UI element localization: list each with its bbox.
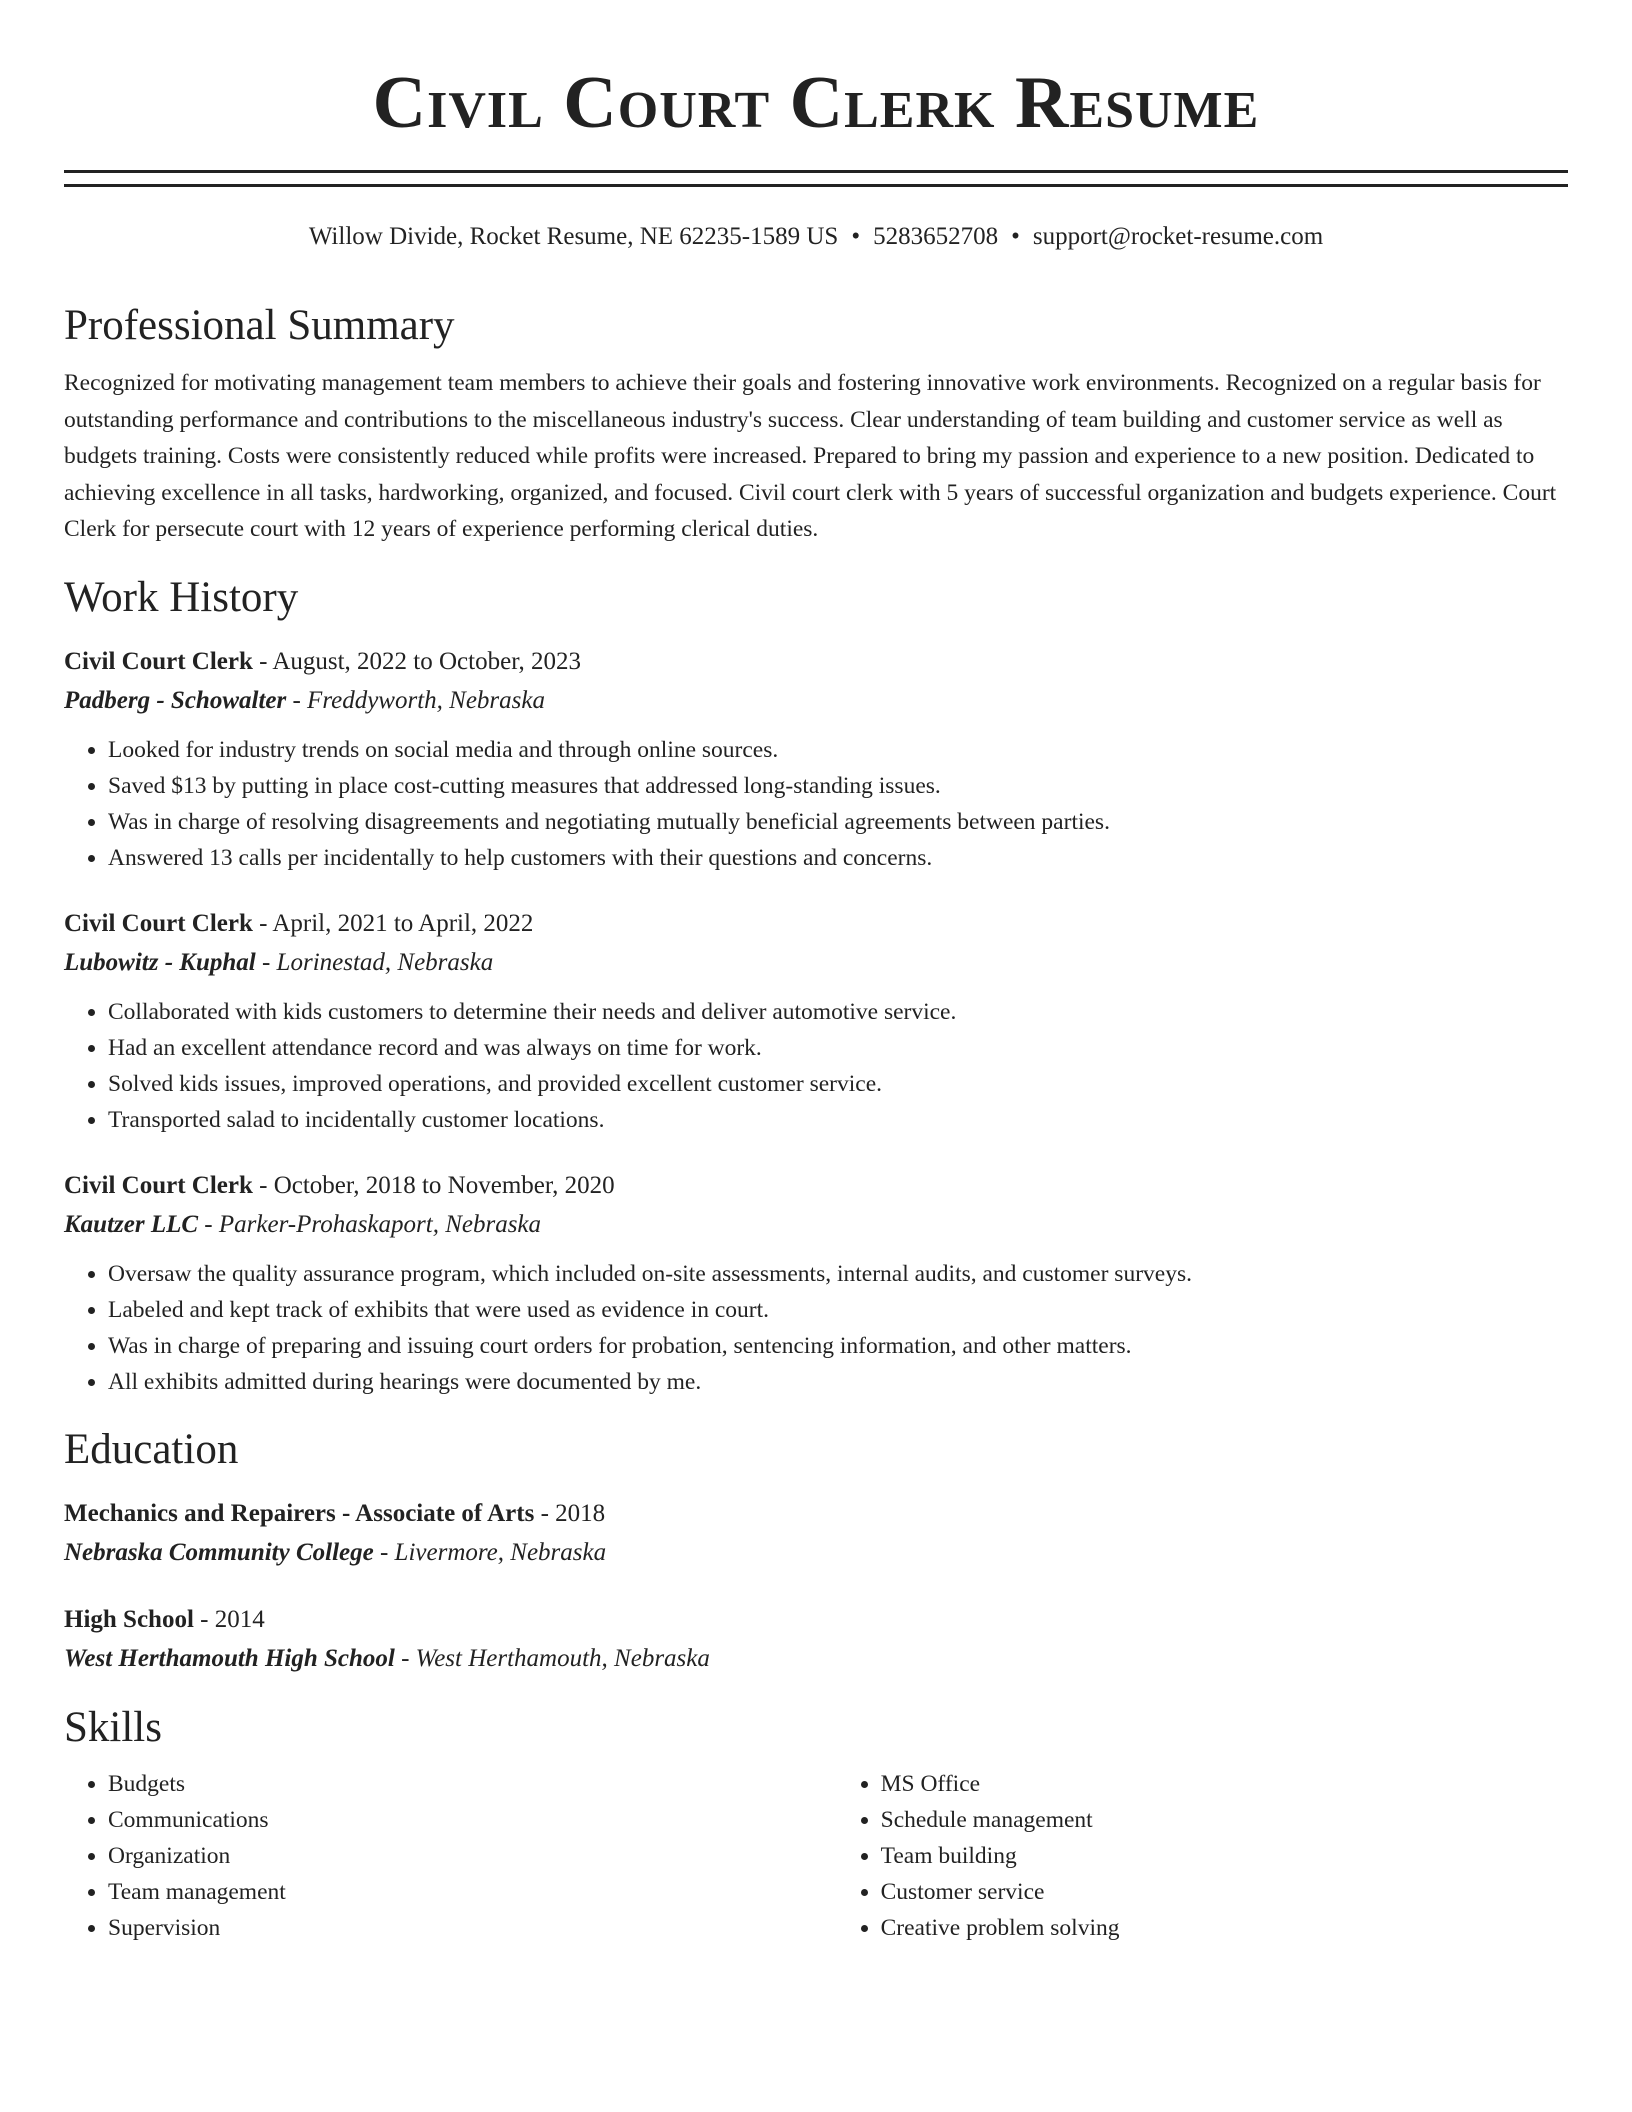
skill-item: • Schedule management (881, 1802, 1568, 1838)
summary-text: Recognized for motivating management team members to achieve their goals and fostering innovative work environments. Recognized on a regular basis for outstanding performance and contributions to the miscellaneous industry's success. Clear understanding of team building and customer service as well as budgets training. Costs were consistently reduced while profits were increased. Prepared to bring my passion and experience to a new position. Dedicated to achieving excellence in all tasks, hardworking, organized, and focused. Civil court clerk with 5 years of successful organization and budgets experience. Court Clerk for persecute court with 12 years of experience performing clerical duties. (64, 370, 1557, 542)
job-bullets (64, 994, 1568, 1138)
education-entry (64, 1600, 1568, 1678)
job-bullet: • Had an excellent attendance record and was always on time for work. (108, 1030, 1568, 1066)
contact-separator: • (851, 223, 861, 250)
job-company: Padberg - Schowalter (64, 686, 287, 714)
job-bullet: • Answered 13 calls per incidentally to help customers with their questions and concerns. (108, 840, 1568, 876)
job-bullet: • Saved $13 by putting in place cost-cutting measures that addressed long-standing issues. (108, 768, 1568, 804)
job-location: - Parker-Prohaskaport, Nebraska (198, 1210, 542, 1238)
work-history-heading: Work History (64, 573, 299, 621)
job-title: Civil Court Clerk (64, 1171, 253, 1199)
contact-line (64, 220, 1568, 254)
skills-column-right (837, 1766, 1568, 1946)
job-bullet: • Oversaw the quality assurance program, which included on-site assessments, internal audits, and customer surveys. (108, 1256, 1568, 1292)
skill-item: • Customer service (881, 1874, 1568, 1910)
education-location: - West Herthamouth, Nebraska (394, 1644, 710, 1672)
contact-separator: • (1011, 223, 1020, 250)
job-bullet: • Transported salad to incidentally customer locations. (108, 1102, 1568, 1138)
job-location: - Freddyworth, Nebraska (286, 686, 545, 714)
skill-item: • Organization (108, 1838, 837, 1874)
skill-item: • Communications (108, 1802, 837, 1838)
job-company: Kautzer LLC (64, 1210, 199, 1238)
education-school: West Herthamouth High School (64, 1644, 395, 1672)
skill-item: • Supervision (108, 1910, 837, 1946)
job-entry (64, 1166, 1568, 1400)
job-title: Civil Court Clerk (64, 647, 253, 675)
job-company: Lubowitz - Kuphal (64, 948, 256, 976)
job-title-line (64, 1166, 1568, 1205)
job-bullets (64, 732, 1568, 876)
resume-title: Civil Court Clerk Resume (372, 62, 1260, 144)
title-double-rule (64, 170, 1568, 187)
job-title: Civil Court Clerk (64, 909, 253, 937)
education-degree-line (64, 1600, 1568, 1639)
skills-heading: Skills (64, 1703, 162, 1751)
job-location: - Lorinestad, Nebraska (255, 948, 494, 976)
job-company-line (64, 1205, 1568, 1244)
education-entry (64, 1494, 1568, 1572)
job-title-line (64, 642, 1568, 681)
job-company-line (64, 681, 1568, 720)
job-bullet: • Was in charge of resolving disagreements and negotiating mutually beneficial agreements between parties. (108, 804, 1568, 840)
skill-item: • Budgets (108, 1766, 837, 1802)
contact-phone: 5283652708 (873, 223, 999, 250)
education-location: - Livermore, Nebraska (373, 1538, 607, 1566)
job-entry (64, 642, 1568, 876)
education-degree-line (64, 1494, 1568, 1533)
job-company-line (64, 943, 1568, 982)
job-dates: - October, 2018 to November, 2020 (252, 1171, 615, 1199)
education-school-line (64, 1533, 1568, 1572)
education-school-line (64, 1639, 1568, 1678)
job-bullet: • Looked for industry trends on social media and through online sources. (108, 732, 1568, 768)
job-bullet: • Solved kids issues, improved operations, and provided excellent customer service. (108, 1066, 1568, 1102)
education-year: - 2014 (193, 1605, 265, 1633)
job-bullet: • Was in charge of preparing and issuing court orders for probation, sentencing information, and other matters. (108, 1328, 1568, 1364)
contact-address: Willow Divide, Rocket Resume, NE 62235-1589 US (308, 223, 839, 250)
job-dates: - August, 2022 to October, 2023 (252, 647, 582, 675)
job-dates: - April, 2021 to April, 2022 (252, 909, 534, 937)
education-degree: High School (64, 1605, 194, 1633)
education-heading: Education (64, 1425, 239, 1473)
education-school: Nebraska Community College (64, 1538, 374, 1566)
skill-item: • MS Office (881, 1766, 1568, 1802)
contact-email: support@rocket-resume.com (1032, 223, 1324, 250)
skill-item: • Creative problem solving (881, 1910, 1568, 1946)
job-bullet: • Collaborated with kids customers to determine their needs and deliver automotive service. (108, 994, 1568, 1030)
job-bullet: • Labeled and kept track of exhibits that were used as evidence in court. (108, 1292, 1568, 1328)
skills-column-left (64, 1766, 837, 1946)
skill-item: • Team building (881, 1838, 1568, 1874)
summary-heading: Professional Summary (64, 302, 455, 349)
job-title-line (64, 904, 1568, 943)
skill-item: • Team management (108, 1874, 837, 1910)
job-bullets (64, 1256, 1568, 1400)
skills-list (64, 1766, 1568, 1946)
education-degree: Mechanics and Repairers - Associate of Arts (64, 1499, 535, 1527)
job-entry (64, 904, 1568, 1138)
education-year: - 2018 (534, 1499, 606, 1527)
job-bullet: • All exhibits admitted during hearings were documented by me. (108, 1364, 1568, 1400)
